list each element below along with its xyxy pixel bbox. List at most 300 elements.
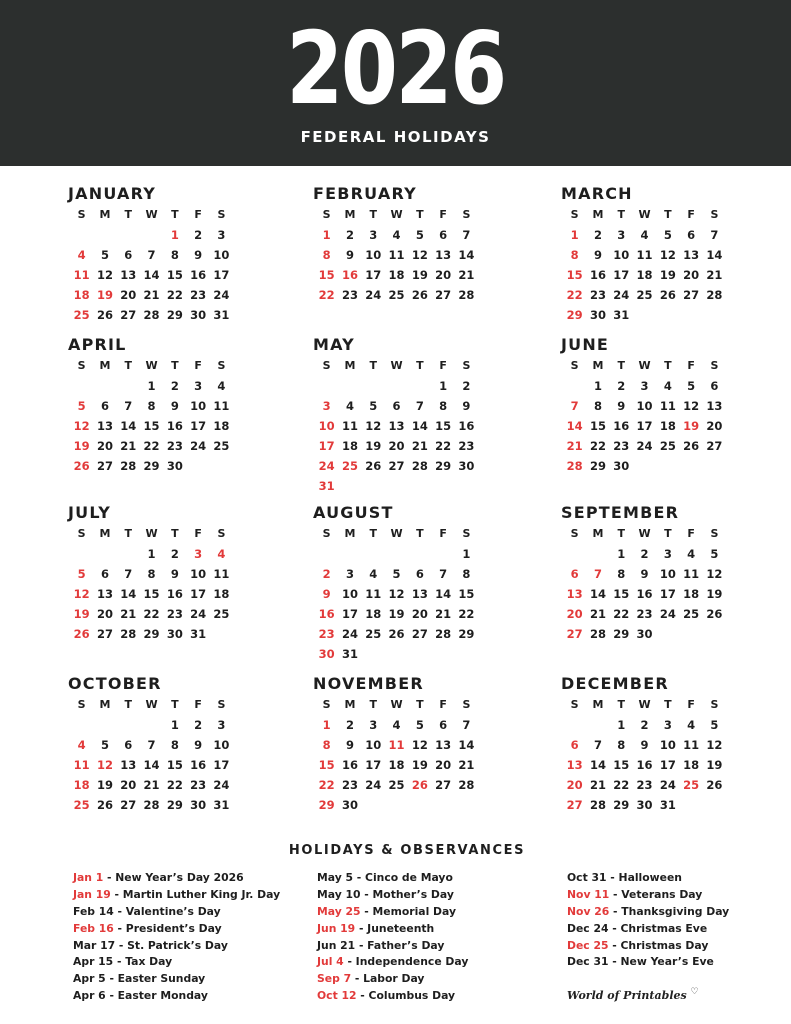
day-cell: 18 xyxy=(73,778,90,792)
day-cell: 26 xyxy=(96,798,113,812)
header-banner xyxy=(0,0,791,166)
day-cell: 4 xyxy=(687,547,696,561)
day-cell: 24 xyxy=(613,288,630,302)
day-cell: 11 xyxy=(659,399,676,413)
day-cell: 20 xyxy=(435,268,452,282)
day-cell: 8 xyxy=(322,738,331,752)
holiday-item xyxy=(567,870,729,887)
day-cell: 5 xyxy=(369,399,378,413)
logo xyxy=(567,989,699,1002)
day-cell: 21 xyxy=(566,439,583,453)
day-cell: 31 xyxy=(213,798,230,812)
day-cell: 15 xyxy=(143,587,160,601)
year-title: 2026 xyxy=(286,10,505,127)
day-cell: 2 xyxy=(617,379,626,393)
weekday-label: W xyxy=(638,208,651,221)
month-name: MAY xyxy=(313,335,355,354)
month-march xyxy=(563,184,733,325)
day-cell: 28 xyxy=(458,288,475,302)
holiday-item xyxy=(73,870,280,887)
day-cell: 7 xyxy=(593,567,602,581)
day-cell: 9 xyxy=(322,587,331,601)
weekday-label: W xyxy=(390,208,403,221)
holiday-name: - St. Patrick’s Day xyxy=(115,938,228,952)
day-cell: 6 xyxy=(439,228,448,242)
day-cell: 4 xyxy=(687,718,696,732)
day-cell: 7 xyxy=(570,399,579,413)
day-cell: 19 xyxy=(365,439,382,453)
weekday-label: S xyxy=(77,698,86,711)
day-cell: 5 xyxy=(415,718,424,732)
holiday-item xyxy=(317,954,468,971)
day-cell: 23 xyxy=(190,778,207,792)
day-cell: 23 xyxy=(613,439,630,453)
day-cell: 7 xyxy=(415,399,424,413)
month-days-grid xyxy=(315,204,485,305)
day-cell: 24 xyxy=(213,778,230,792)
day-cell: 3 xyxy=(663,547,672,561)
day-cell: 15 xyxy=(613,587,630,601)
day-cell: 24 xyxy=(659,607,676,621)
weekday-label: W xyxy=(145,527,158,540)
day-cell: 22 xyxy=(613,607,630,621)
holiday-item xyxy=(567,887,729,904)
day-cell: 18 xyxy=(636,268,653,282)
day-cell: 13 xyxy=(120,268,137,282)
day-cell: 1 xyxy=(147,547,156,561)
holidays-title: HOLIDAYS & OBSERVANCES xyxy=(288,843,526,858)
day-cell: 21 xyxy=(458,758,475,772)
weekday-label: T xyxy=(416,698,424,711)
weekday-label: M xyxy=(344,698,356,711)
day-cell: 9 xyxy=(345,248,354,262)
day-cell: 23 xyxy=(589,288,606,302)
day-cell: 15 xyxy=(566,268,583,282)
holiday-date: Apr 15 xyxy=(73,955,114,969)
holiday-name: - Veterans Day xyxy=(609,887,703,901)
day-cell: 3 xyxy=(369,228,378,242)
day-cell: 25 xyxy=(683,607,700,621)
day-cell: 20 xyxy=(96,439,113,453)
day-cell: 29 xyxy=(613,798,630,812)
day-cell: 12 xyxy=(388,587,405,601)
day-cell: 3 xyxy=(217,718,226,732)
day-cell: 2 xyxy=(194,718,203,732)
weekday-label: W xyxy=(145,359,158,372)
holidays-column xyxy=(567,870,729,971)
day-cell: 8 xyxy=(147,567,156,581)
day-cell: 25 xyxy=(659,439,676,453)
holidays-column xyxy=(73,870,280,1005)
day-cell: 10 xyxy=(213,738,230,752)
holiday-name: - President’s Day xyxy=(113,921,222,935)
day-cell: 17 xyxy=(213,268,230,282)
day-cell: 5 xyxy=(77,399,86,413)
day-cell: 15 xyxy=(613,758,630,772)
day-cell: 28 xyxy=(566,459,583,473)
holiday-name: - Christmas Day xyxy=(608,938,709,952)
empty-cell xyxy=(93,225,116,245)
month-name: DECEMBER xyxy=(561,674,669,693)
holiday-date: Jun 19 xyxy=(317,921,356,935)
holiday-date: Apr 6 xyxy=(73,989,106,1003)
day-cell: 5 xyxy=(710,718,719,732)
day-cell: 5 xyxy=(100,248,109,262)
day-cell: 8 xyxy=(439,399,448,413)
empty-cell xyxy=(70,544,93,564)
month-january xyxy=(70,184,240,325)
day-cell: 22 xyxy=(166,288,183,302)
day-cell: 8 xyxy=(593,399,602,413)
day-cell: 7 xyxy=(124,399,133,413)
day-cell: 8 xyxy=(570,248,579,262)
day-cell: 22 xyxy=(166,778,183,792)
day-cell: 19 xyxy=(73,439,90,453)
day-cell: 3 xyxy=(194,379,203,393)
month-name: FEBRUARY xyxy=(313,184,417,203)
day-cell: 15 xyxy=(166,758,183,772)
day-cell: 16 xyxy=(318,607,335,621)
day-cell: 10 xyxy=(636,399,653,413)
day-cell: 9 xyxy=(462,399,471,413)
day-cell: 26 xyxy=(659,288,676,302)
weekday-label: M xyxy=(592,698,604,711)
empty-cell xyxy=(93,715,116,735)
day-cell: 11 xyxy=(636,248,653,262)
day-cell: 29 xyxy=(613,627,630,641)
day-cell: 7 xyxy=(462,228,471,242)
day-cell: 23 xyxy=(166,607,183,621)
weekday-label: S xyxy=(570,208,579,221)
day-cell: 7 xyxy=(439,567,448,581)
day-cell: 25 xyxy=(213,607,230,621)
day-cell: 9 xyxy=(170,567,179,581)
day-cell: 7 xyxy=(147,738,156,752)
weekday-label: T xyxy=(416,527,424,540)
holiday-date: Nov 11 xyxy=(567,887,610,901)
day-cell: 11 xyxy=(683,567,700,581)
empty-cell xyxy=(385,376,408,396)
holiday-item xyxy=(317,887,468,904)
weekday-label: S xyxy=(322,359,331,372)
day-cell: 5 xyxy=(663,228,672,242)
weekday-label: T xyxy=(416,208,424,221)
weekday-label: M xyxy=(592,208,604,221)
month-december xyxy=(563,674,733,815)
day-cell: 1 xyxy=(322,228,331,242)
weekday-label: W xyxy=(390,698,403,711)
day-cell: 27 xyxy=(96,627,113,641)
weekday-label: M xyxy=(99,698,111,711)
day-cell: 1 xyxy=(170,718,179,732)
holiday-name: - Easter Sunday xyxy=(105,972,206,986)
day-cell: 10 xyxy=(213,248,230,262)
day-cell: 18 xyxy=(683,758,700,772)
weekday-label: W xyxy=(638,698,651,711)
day-cell: 3 xyxy=(663,718,672,732)
day-cell: 14 xyxy=(706,248,723,262)
day-cell: 1 xyxy=(322,718,331,732)
day-cell: 7 xyxy=(147,248,156,262)
empty-cell xyxy=(408,376,431,396)
day-cell: 4 xyxy=(369,567,378,581)
day-cell: 12 xyxy=(659,248,676,262)
empty-cell xyxy=(117,544,140,564)
day-cell: 16 xyxy=(589,268,606,282)
month-days-grid xyxy=(70,523,240,644)
day-cell: 26 xyxy=(411,778,428,792)
holiday-name: - Tax Day xyxy=(113,955,173,969)
month-name: SEPTEMBER xyxy=(561,503,680,522)
day-cell: 8 xyxy=(617,738,626,752)
day-cell: 11 xyxy=(365,587,382,601)
day-cell: 30 xyxy=(341,798,358,812)
holiday-item xyxy=(73,971,280,988)
day-cell: 8 xyxy=(462,567,471,581)
weekday-label: F xyxy=(439,208,447,221)
month-october xyxy=(70,674,240,815)
weekday-label: F xyxy=(194,208,202,221)
day-cell: 22 xyxy=(435,439,452,453)
month-name: JULY xyxy=(68,503,112,522)
holiday-name: - New Year’s Eve xyxy=(608,955,714,969)
day-cell: 31 xyxy=(341,647,358,661)
empty-cell xyxy=(362,376,385,396)
day-cell: 21 xyxy=(143,778,160,792)
day-cell: 20 xyxy=(683,268,700,282)
weekday-label: T xyxy=(664,208,672,221)
day-cell: 14 xyxy=(458,248,475,262)
day-cell: 18 xyxy=(365,607,382,621)
empty-cell xyxy=(385,544,408,564)
day-cell: 12 xyxy=(411,248,428,262)
day-cell: 20 xyxy=(411,607,428,621)
month-days-grid xyxy=(563,355,733,476)
day-cell: 9 xyxy=(170,399,179,413)
day-cell: 28 xyxy=(143,798,160,812)
day-cell: 4 xyxy=(663,379,672,393)
day-cell: 10 xyxy=(365,248,382,262)
day-cell: 14 xyxy=(589,587,606,601)
weekday-label: T xyxy=(617,527,625,540)
day-cell: 24 xyxy=(190,439,207,453)
day-cell: 13 xyxy=(388,419,405,433)
day-cell: 5 xyxy=(77,567,86,581)
day-cell: 23 xyxy=(190,288,207,302)
weekday-label: S xyxy=(710,698,719,711)
day-cell: 2 xyxy=(322,567,331,581)
month-days-grid xyxy=(315,355,485,496)
day-cell: 3 xyxy=(345,567,354,581)
month-days-grid xyxy=(315,694,485,815)
day-cell: 18 xyxy=(683,587,700,601)
day-cell: 20 xyxy=(120,288,137,302)
day-cell: 14 xyxy=(411,419,428,433)
day-cell: 6 xyxy=(439,718,448,732)
day-cell: 28 xyxy=(706,288,723,302)
day-cell: 30 xyxy=(190,798,207,812)
month-days-grid xyxy=(563,204,733,325)
day-cell: 29 xyxy=(143,627,160,641)
holiday-name: - Easter Monday xyxy=(105,989,208,1003)
day-cell: 3 xyxy=(194,547,203,561)
day-cell: 3 xyxy=(322,399,331,413)
day-cell: 12 xyxy=(411,738,428,752)
day-cell: 28 xyxy=(120,459,137,473)
day-cell: 26 xyxy=(683,439,700,453)
day-cell: 27 xyxy=(96,459,113,473)
day-cell: 21 xyxy=(120,439,137,453)
day-cell: 24 xyxy=(190,607,207,621)
holiday-date: Dec 31 xyxy=(567,955,609,969)
empty-cell xyxy=(117,225,140,245)
holiday-name: - Father’s Day xyxy=(355,938,445,952)
day-cell: 10 xyxy=(659,567,676,581)
day-cell: 14 xyxy=(435,587,452,601)
weekday-label: S xyxy=(462,208,471,221)
weekday-label: W xyxy=(390,359,403,372)
day-cell: 6 xyxy=(415,567,424,581)
day-cell: 18 xyxy=(659,419,676,433)
day-cell: 15 xyxy=(458,587,475,601)
day-cell: 29 xyxy=(166,798,183,812)
day-cell: 12 xyxy=(73,587,90,601)
day-cell: 17 xyxy=(341,607,358,621)
holidays-column xyxy=(317,870,468,1005)
weekday-label: T xyxy=(664,698,672,711)
weekday-label: T xyxy=(617,359,625,372)
month-name: AUGUST xyxy=(313,503,394,522)
day-cell: 2 xyxy=(345,228,354,242)
month-name: JUNE xyxy=(561,335,610,354)
day-cell: 1 xyxy=(617,547,626,561)
subtitle: FEDERAL HOLIDAYS xyxy=(300,128,491,146)
day-cell: 13 xyxy=(96,419,113,433)
day-cell: 26 xyxy=(73,459,90,473)
day-cell: 29 xyxy=(435,459,452,473)
day-cell: 27 xyxy=(120,798,137,812)
day-cell: 26 xyxy=(706,607,723,621)
empty-cell xyxy=(338,544,361,564)
day-cell: 29 xyxy=(458,627,475,641)
empty-cell xyxy=(315,544,338,564)
day-cell: 8 xyxy=(147,399,156,413)
day-cell: 17 xyxy=(365,268,382,282)
day-cell: 20 xyxy=(566,607,583,621)
day-cell: 2 xyxy=(170,547,179,561)
day-cell: 13 xyxy=(435,738,452,752)
day-cell: 28 xyxy=(120,627,137,641)
holiday-item xyxy=(73,938,280,955)
holiday-item xyxy=(317,988,468,1005)
weekday-label: S xyxy=(570,527,579,540)
day-cell: 21 xyxy=(589,607,606,621)
day-cell: 1 xyxy=(170,228,179,242)
day-cell: 22 xyxy=(318,288,335,302)
day-cell: 16 xyxy=(341,758,358,772)
month-name: NOVEMBER xyxy=(313,674,424,693)
day-cell: 23 xyxy=(166,439,183,453)
day-cell: 10 xyxy=(365,738,382,752)
holiday-date: Feb 16 xyxy=(73,921,114,935)
day-cell: 26 xyxy=(365,459,382,473)
weekday-label: S xyxy=(322,527,331,540)
weekday-label: T xyxy=(124,208,132,221)
day-cell: 24 xyxy=(365,778,382,792)
day-cell: 22 xyxy=(143,439,160,453)
day-cell: 17 xyxy=(190,419,207,433)
day-cell: 20 xyxy=(388,439,405,453)
month-days-grid xyxy=(70,355,240,476)
day-cell: 10 xyxy=(613,248,630,262)
day-cell: 28 xyxy=(589,798,606,812)
weekday-label: T xyxy=(617,208,625,221)
holiday-date: Feb 14 xyxy=(73,904,114,918)
month-february xyxy=(315,184,485,305)
day-cell: 3 xyxy=(217,228,226,242)
holiday-date: Sep 7 xyxy=(317,972,352,986)
day-cell: 2 xyxy=(640,547,649,561)
weekday-label: F xyxy=(439,527,447,540)
empty-cell xyxy=(362,544,385,564)
day-cell: 13 xyxy=(706,399,723,413)
day-cell: 11 xyxy=(73,268,90,282)
day-cell: 7 xyxy=(593,738,602,752)
day-cell: 17 xyxy=(636,419,653,433)
day-cell: 9 xyxy=(194,248,203,262)
weekday-label: S xyxy=(462,698,471,711)
day-cell: 19 xyxy=(73,607,90,621)
weekday-label: W xyxy=(638,359,651,372)
weekday-label: F xyxy=(687,527,695,540)
empty-cell xyxy=(408,544,431,564)
day-cell: 24 xyxy=(318,459,335,473)
weekday-label: W xyxy=(390,527,403,540)
weekday-label: F xyxy=(439,698,447,711)
day-cell: 26 xyxy=(411,288,428,302)
holiday-date: Mar 17 xyxy=(73,938,116,952)
day-cell: 1 xyxy=(570,228,579,242)
day-cell: 31 xyxy=(659,798,676,812)
holiday-date: Dec 25 xyxy=(567,938,609,952)
day-cell: 27 xyxy=(435,778,452,792)
month-name: APRIL xyxy=(68,335,127,354)
day-cell: 10 xyxy=(190,399,207,413)
day-cell: 27 xyxy=(566,798,583,812)
empty-cell xyxy=(563,715,586,735)
day-cell: 22 xyxy=(613,778,630,792)
day-cell: 24 xyxy=(659,778,676,792)
weekday-label: S xyxy=(570,698,579,711)
day-cell: 8 xyxy=(170,738,179,752)
day-cell: 9 xyxy=(640,567,649,581)
weekday-label: T xyxy=(664,359,672,372)
day-cell: 17 xyxy=(190,587,207,601)
holiday-item xyxy=(567,938,729,955)
day-cell: 18 xyxy=(213,419,230,433)
day-cell: 2 xyxy=(462,379,471,393)
weekday-label: S xyxy=(710,208,719,221)
day-cell: 21 xyxy=(706,268,723,282)
day-cell: 14 xyxy=(143,268,160,282)
weekday-label: S xyxy=(217,359,226,372)
weekday-label: W xyxy=(145,698,158,711)
holiday-item xyxy=(73,921,280,938)
day-cell: 14 xyxy=(143,758,160,772)
day-cell: 7 xyxy=(462,718,471,732)
day-cell: 19 xyxy=(411,758,428,772)
day-cell: 7 xyxy=(124,567,133,581)
